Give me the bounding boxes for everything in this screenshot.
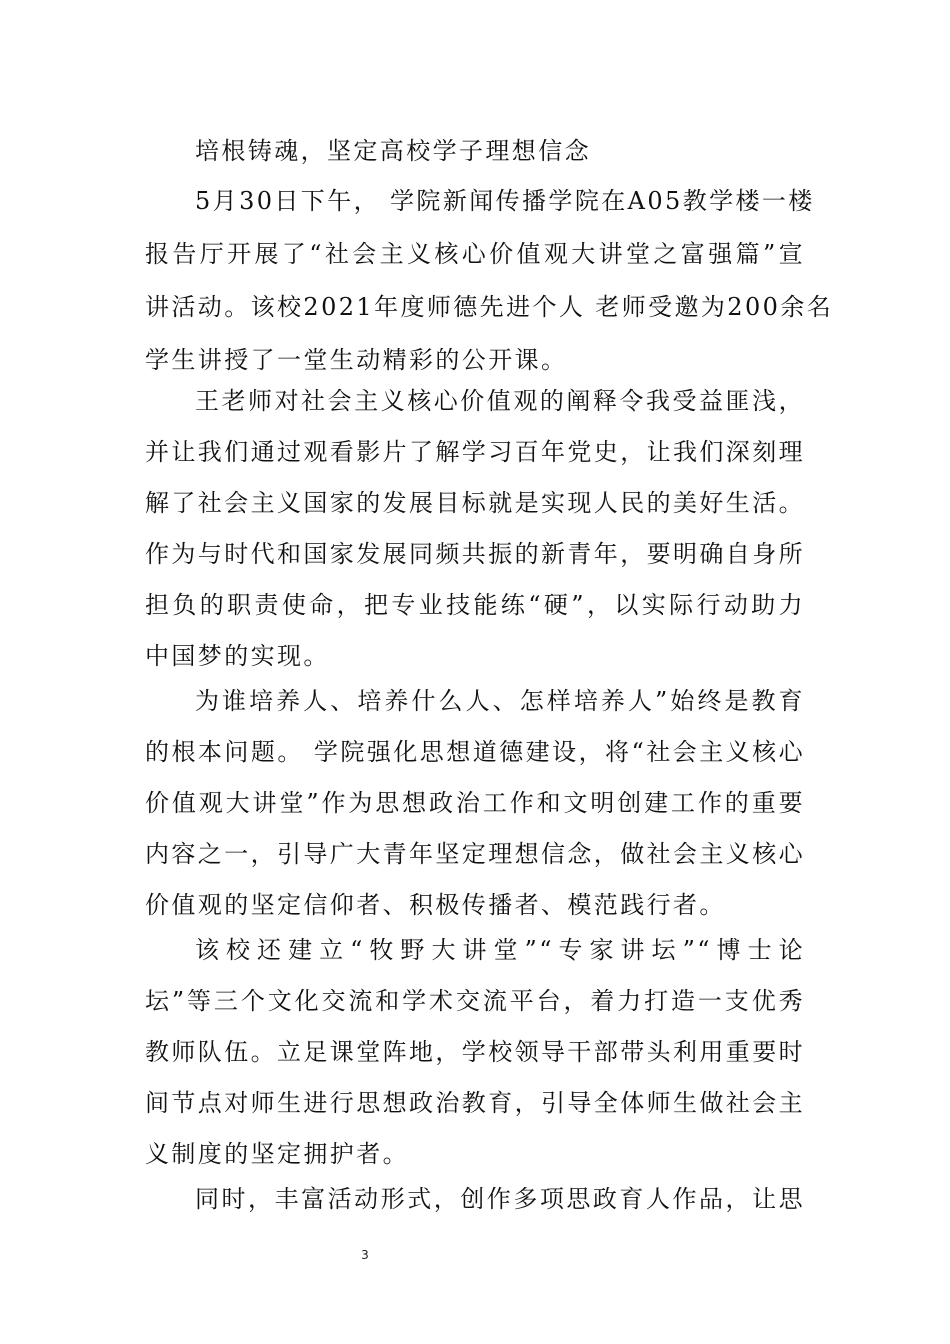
page-number: 3: [361, 1248, 369, 1262]
paragraph-2-line-2: 并让我们通过观看影片了解学习百年党史，让我们深刻理: [145, 438, 805, 466]
paragraph-4-line-5: 义制度的坚定拥护者。: [145, 1140, 409, 1168]
paragraph-2-line-4: 作为与时代和国家发展同频共振的新青年，要明确自身所: [145, 540, 805, 568]
paragraph-4-line-3: 教师队伍。立足课堂阵地，学校领导干部带头利用重要时: [145, 1038, 805, 1066]
paragraph-5-line-1: 同时，丰富活动形式，创作多项思政育人作品，让思: [195, 1185, 805, 1213]
paragraph-4-line-4: 间节点对师生进行思想政治教育，引导全体师生做社会主: [145, 1089, 805, 1117]
paragraph-2-line-5: 担负的职责使命，把专业技能练“硬”，以实际行动助力: [145, 591, 805, 619]
paragraph-1-line-3: 讲活动。该校2021年度师德先进个人 老师受邀为200余名: [145, 293, 834, 321]
paragraph-2-line-1: 王老师对社会主义核心价值观的阐释令我受益匪浅，: [195, 387, 805, 415]
paragraph-3-line-4: 内容之一，引导广大青年坚定理想信念，做社会主义核心: [145, 840, 805, 868]
paragraph-1-line-2: 报告厅开展了“社会主义核心价值观大讲堂之富强篇”宣: [145, 240, 805, 268]
paragraph-3-line-2: 的根本问题。 学院强化思想道德建设，将“社会主义核心: [145, 738, 805, 766]
paragraph-4-line-2: 坛”等三个文化交流和学术交流平台，着力打造一支优秀: [145, 987, 805, 1015]
paragraph-1-line-1: 5月30日下午， 学院新闻传播学院在A05教学楼一楼: [195, 187, 815, 215]
paragraph-3-line-5: 价值观的坚定信仰者、积极传播者、模范践行者。: [145, 891, 726, 919]
paragraph-3-line-1: 为谁培养人、培养什么人、怎样培养人”始终是教育: [195, 687, 805, 715]
paragraph-2-line-6: 中国梦的实现。: [145, 642, 330, 670]
paragraph-2-line-3: 解了社会主义国家的发展目标就是实现人民的美好生活。: [145, 489, 805, 517]
document-heading: 培根铸魂，坚定高校学子理想信念: [195, 137, 591, 165]
paragraph-1-line-4: 学生讲授了一堂生动精彩的公开课。: [145, 346, 568, 374]
paragraph-3-line-3: 价值观大讲堂”作为思想政治工作和文明创建工作的重要: [145, 789, 805, 817]
paragraph-4-line-1: 该校还建立“牧野大讲堂”“专家讲坛”“博士论: [195, 936, 805, 964]
